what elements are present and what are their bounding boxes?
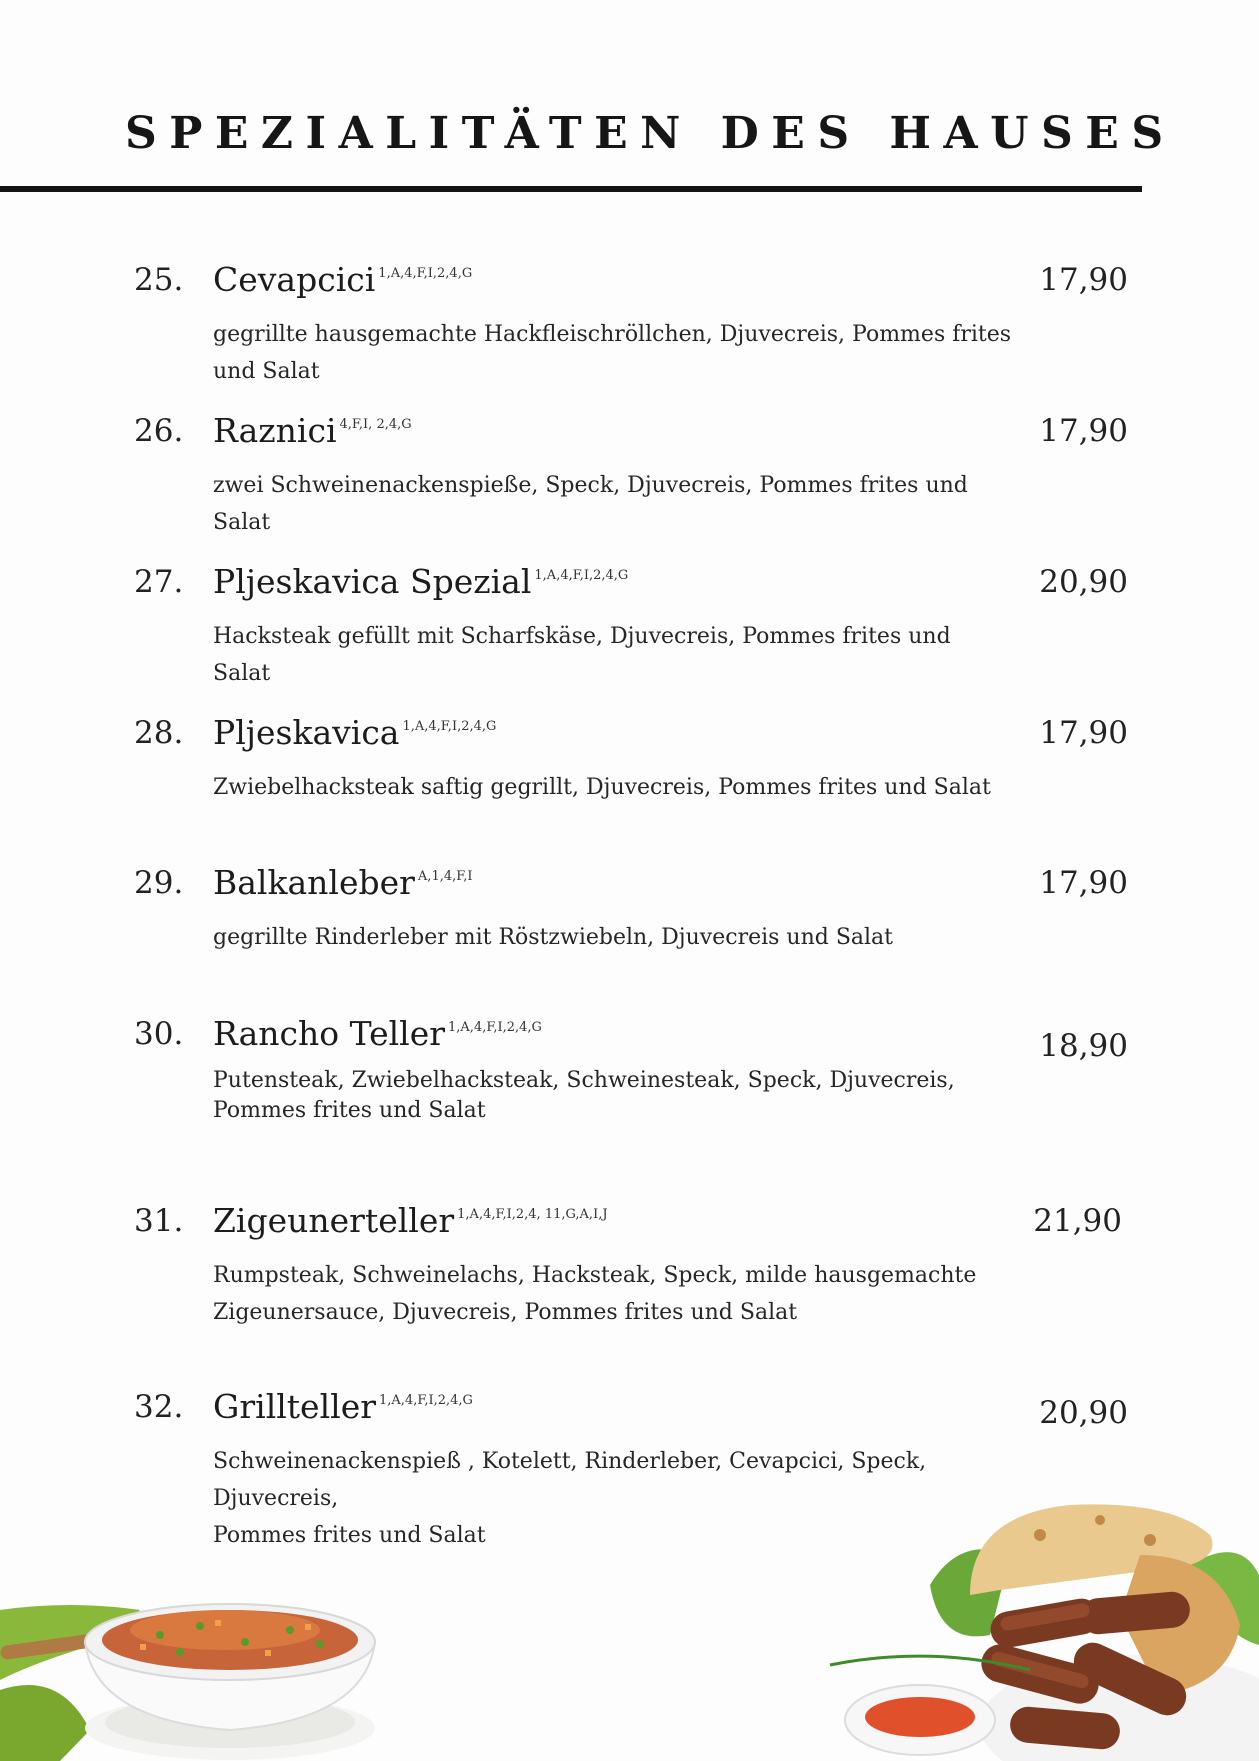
item-price: 21,90	[1033, 1203, 1122, 1239]
allergen-codes: 1,A,4,F,I,2,4,G	[378, 266, 473, 281]
item-price: 17,90	[1039, 413, 1128, 449]
item-number: 31.	[134, 1203, 184, 1239]
item-description: gegrillte hausgemachte Hackfleischröllchen, Djuvecreis, Pommes frites und Salat	[213, 322, 1012, 384]
item-number: 32.	[134, 1389, 184, 1425]
item-description: zwei Schweinenackenspieße, Speck, Djuvecreis, Pommes frites und Salat	[213, 473, 968, 535]
item-description: gegrillte Rinderleber mit Röstzwiebeln, Djuvecreis und Salat	[213, 925, 894, 950]
item-price: 17,90	[1039, 715, 1128, 751]
allergen-codes: A,1,4,F,I	[417, 869, 473, 884]
item-description: Rumpsteak, Schweinelachs, Hacksteak, Speck, milde hausgemachte Zigeunersauce, Djuvecreis, Pommes frites und Salat	[213, 1263, 977, 1325]
item-description: Zwiebelhacksteak saftig gegrillt, Djuvecreis, Pommes frites und Salat	[213, 775, 991, 800]
item-price: 18,90	[1039, 1028, 1128, 1064]
allergen-codes: 1,A,4,F,I,2,4,G	[379, 1393, 473, 1408]
item-name: Rancho Teller $^{1,A,4,F,I,2,4,G}$	[213, 1014, 542, 1053]
item-number: 26.	[134, 413, 184, 449]
item-name: Pljeskavica $^{1,A,4,F,I,2,4,G}$	[213, 713, 497, 752]
item-number: 27.	[134, 564, 184, 600]
rice-bowl-photo	[0, 1580, 390, 1761]
page-title: SPEZIALITÄTEN DES HAUSES	[125, 108, 1176, 159]
allergen-codes: 1,A,4,F,I,2,4,G	[402, 719, 497, 734]
cevapcici-plate-photo	[810, 1495, 1259, 1761]
item-price: 20,90	[1039, 564, 1128, 600]
item-name: Raznici $^{4,F,I, 2,4,G}$	[213, 411, 412, 450]
item-description: Putensteak, Zwiebelhacksteak, Schweinesteak, Speck, Djuvecreis, Pommes frites und Salat	[213, 1068, 955, 1123]
item-name: Grillteller $^{1,A,4,F,I,2,4,G}$	[213, 1387, 473, 1426]
allergen-codes: 1,A,4,F,I,2,4,G	[534, 568, 629, 583]
item-description: Hacksteak gefüllt mit Scharfskäse, Djuvecreis, Pommes frites und Salat	[213, 624, 951, 686]
title-divider	[0, 186, 1142, 192]
item-price: 20,90	[1039, 1395, 1128, 1431]
item-number: 30.	[134, 1016, 184, 1052]
allergen-codes: 4,F,I, 2,4,G	[339, 417, 412, 432]
allergen-codes: 1,A,4,F,I,2,4, 11,G,A,I,J	[457, 1207, 608, 1222]
item-price: 17,90	[1039, 865, 1128, 901]
item-number: 29.	[134, 865, 184, 901]
item-name: Zigeunerteller $^{1,A,4,F,I,2,4, 11,G,A,I,J}$	[213, 1201, 608, 1240]
item-description: Schweinenackenspieß , Kotelett, Rinderleber, Cevapcici, Speck, Djuvecreis, Pommes frites und Salat	[213, 1449, 927, 1548]
item-number: 28.	[134, 715, 184, 751]
item-name: Cevapcici $^{1,A,4,F,I,2,4,G}$	[213, 260, 473, 299]
item-number: 25.	[134, 262, 184, 298]
allergen-codes: 1,A,4,F,I,2,4,G	[448, 1020, 542, 1035]
item-name: Pljeskavica Spezial $^{1,A,4,F,I,2,4,G}$	[213, 562, 629, 601]
item-price: 17,90	[1039, 262, 1128, 298]
item-name: Balkanleber $^{A,1,4,F,I}$	[213, 863, 473, 902]
